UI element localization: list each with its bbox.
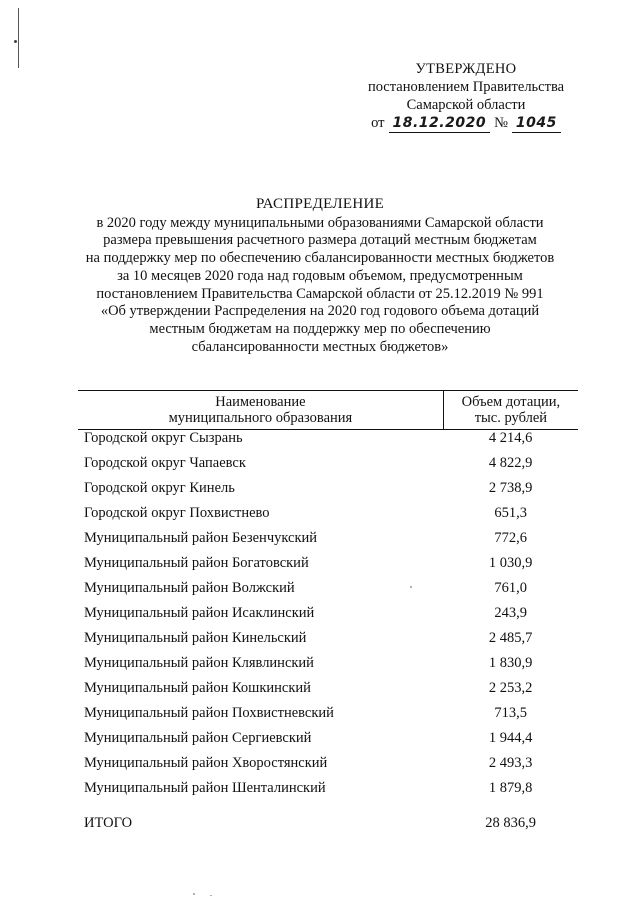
subtitle-line: местным бюджетам на поддержку мер по обеспечению [149, 320, 491, 337]
municipality-name: Городской округ Чапаевск [84, 455, 246, 471]
table-row [78, 780, 578, 805]
municipality-name: Городской округ Похвистнево [84, 505, 270, 521]
approval-line-1: постановлением Правительства [367, 79, 565, 95]
municipality-name: Муниципальный район Кинельский [84, 630, 307, 646]
column-header-name-line1: Наименование [215, 394, 306, 410]
scan-dot-mark [14, 40, 17, 43]
total-amount: 28 836,9 [485, 815, 537, 831]
municipality-name: Муниципальный район Исаклинский [84, 605, 315, 621]
subtitle-line: размера превышения расчетного размера дотаций местным бюджетам [103, 232, 537, 249]
approval-line-2: Самарской области [406, 97, 526, 113]
subtitle-line: за 10 месяцев 2020 года над годовым объемом, предусмотренным [117, 267, 523, 284]
subsidy-amount: 243,9 [494, 605, 527, 621]
subsidy-amount: 772,6 [494, 530, 527, 546]
document-title: РАСПРЕДЕЛЕНИЕ [255, 196, 385, 212]
subsidy-amount: 1 030,9 [488, 555, 533, 571]
table-row [78, 630, 578, 655]
municipality-name: Муниципальный район Сергиевский [84, 730, 312, 746]
subsidy-amount: 651,3 [494, 505, 527, 521]
subsidy-amount: 1 944,4 [488, 730, 533, 746]
scan-speck [410, 586, 412, 588]
table-row [78, 680, 578, 705]
date-prefix: от [371, 115, 385, 131]
table-header-row [78, 391, 578, 430]
subsidy-amount: 761,0 [494, 580, 527, 596]
handwritten-number: 1045 [512, 114, 561, 133]
subsidy-amount: 2 738,9 [488, 480, 533, 496]
subsidy-amount: 1 830,9 [488, 655, 533, 671]
subtitle-line: на поддержку мер по обеспечению сбалансированности местных бюджетов [85, 250, 555, 267]
column-header-name-line2: муниципального образования [168, 410, 353, 426]
table-row [78, 455, 578, 480]
scan-speck [210, 895, 212, 896]
subsidy-amount: 2 485,7 [488, 630, 533, 646]
subsidy-amount: 4 214,6 [488, 430, 533, 446]
subtitle-line: «Об утверждении Распределения на 2020 год годового объема дотаций [100, 303, 540, 320]
table-row [78, 755, 578, 780]
table-row [78, 730, 578, 755]
total-row [78, 805, 578, 839]
approved-label: УТВЕРЖДЕНО [415, 61, 517, 77]
table-row [78, 530, 578, 555]
scan-speck [193, 893, 195, 895]
municipality-name: Городской округ Сызрань [84, 430, 243, 446]
table-row [78, 580, 578, 605]
municipality-name: Муниципальный район Клявлинский [84, 655, 314, 671]
subtitle-line: в 2020 году между муниципальными образованиями Самарской области [96, 214, 544, 231]
table-row [78, 605, 578, 630]
subsidy-amount: 713,5 [494, 705, 527, 721]
subsidy-amount: 1 879,8 [488, 780, 533, 796]
subtitle-line: постановлением Правительства Самарской области от 25.12.2019 № 991 [96, 285, 544, 302]
approval-stamp [360, 60, 572, 133]
table-row [78, 705, 578, 730]
distribution-table [78, 390, 578, 839]
subsidy-amount: 4 822,9 [488, 455, 533, 471]
scan-margin-mark [18, 8, 19, 68]
municipality-name: Муниципальный район Богатовский [84, 555, 309, 571]
municipality-name: Муниципальный район Похвистневский [84, 705, 334, 721]
column-header-value-line2: тыс. рублей [474, 410, 548, 426]
table-row [78, 505, 578, 530]
municipality-name: Муниципальный район Безенчукский [84, 530, 318, 546]
column-header-value [443, 391, 578, 430]
municipality-name: Городской округ Кинель [84, 480, 235, 496]
number-sign: № [494, 115, 508, 131]
document-header [40, 196, 600, 356]
municipality-name: Муниципальный район Волжский [84, 580, 295, 596]
approval-date-line [360, 114, 572, 133]
total-label: ИТОГО [84, 815, 133, 831]
table-row [78, 480, 578, 505]
municipality-name: Муниципальный район Хворостянский [84, 755, 328, 771]
handwritten-date: 18.12.2020 [389, 114, 491, 133]
column-header-value-line1: Объем дотации, [461, 394, 561, 410]
table-row [78, 430, 578, 456]
subsidy-amount: 2 493,3 [488, 755, 533, 771]
table-row [78, 555, 578, 580]
subtitle-line: сбалансированности местных бюджетов» [191, 338, 449, 355]
table-row [78, 655, 578, 680]
municipality-name: Муниципальный район Шенталинский [84, 780, 326, 796]
column-header-name [78, 391, 443, 430]
subsidy-amount: 2 253,2 [488, 680, 533, 696]
municipality-name: Муниципальный район Кошкинский [84, 680, 311, 696]
